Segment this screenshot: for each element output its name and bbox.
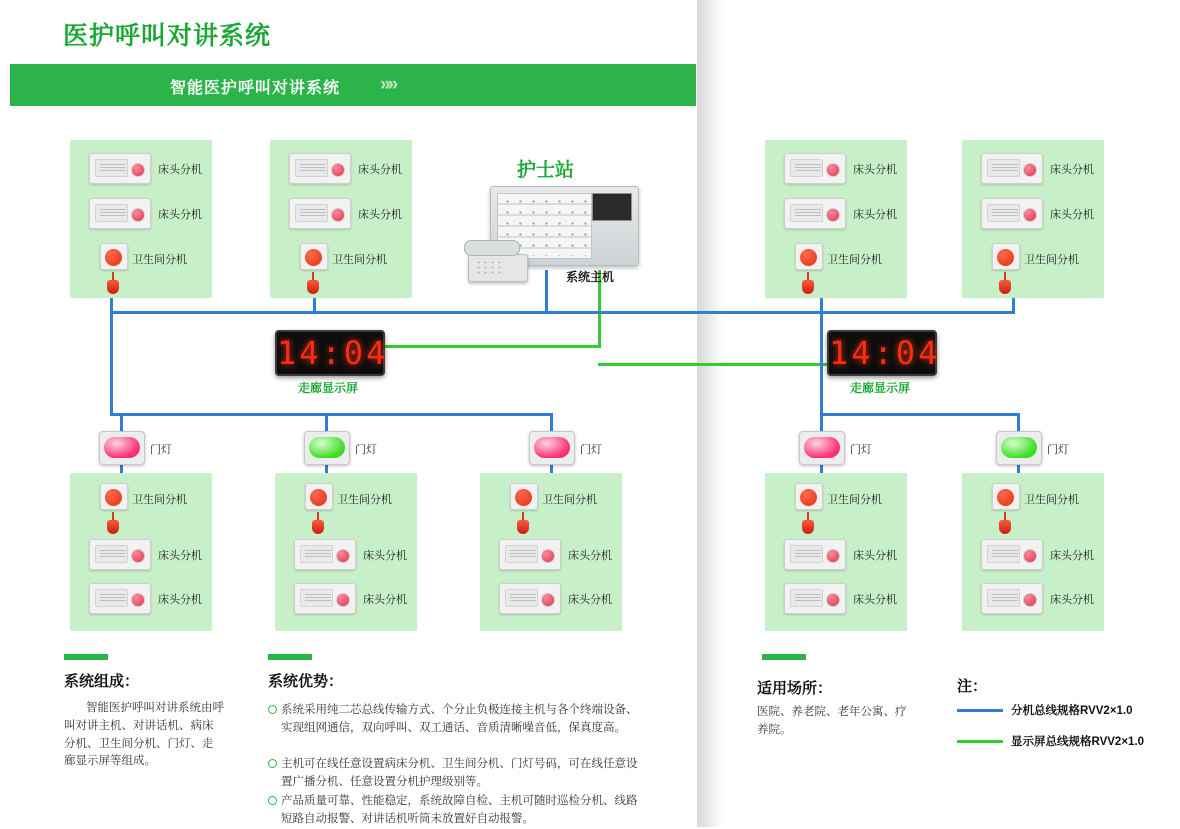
wire-blue <box>313 298 316 314</box>
bedside-unit[interactable] <box>89 583 151 614</box>
device-label: 卫生间分机 <box>132 254 187 266</box>
bedside-unit[interactable] <box>294 539 356 570</box>
bedside-unit[interactable] <box>981 539 1043 570</box>
bedside-unit[interactable] <box>981 153 1043 184</box>
bullet-icon <box>268 759 277 768</box>
room-block <box>270 140 412 298</box>
pull-cord-icon[interactable] <box>107 272 119 294</box>
device-label: 床头分机 <box>158 209 202 221</box>
device-label: 床头分机 <box>1050 594 1094 606</box>
door-lamp-label: 门灯 <box>150 444 172 456</box>
advantage-text: 产品质量可靠、性能稳定，系统故障自检、主机可随时巡检分机、线路短路自动报警、对讲话机听筒未放置好自动报警。 <box>281 795 638 825</box>
device-knob-icon <box>131 208 145 222</box>
device-label: 卫生间分机 <box>542 494 597 506</box>
device-label: 床头分机 <box>358 164 402 176</box>
door-lamp-label: 门灯 <box>1047 444 1069 456</box>
device-knob-icon <box>131 163 145 177</box>
device-label: 床头分机 <box>363 550 407 562</box>
banner-text: 智能医护呼叫对讲系统 <box>170 80 341 97</box>
host-screen <box>592 193 632 221</box>
lamp-lens-icon <box>1001 437 1037 458</box>
wire-blue <box>545 270 548 314</box>
bathroom-unit[interactable] <box>992 243 1020 270</box>
device-label: 卫生间分机 <box>132 494 187 506</box>
corridor-display-right <box>827 330 941 376</box>
corridor-display-label: 走廊显示屏 <box>297 381 358 395</box>
wire-blue <box>325 413 328 431</box>
device-label: 床头分机 <box>853 550 897 562</box>
door-lamp[interactable] <box>799 431 845 465</box>
section-body-scenarios: 医院、养老院、老年公寓、疗养院。 <box>757 706 907 736</box>
device-label: 床头分机 <box>158 550 202 562</box>
device-label: 床头分机 <box>358 209 402 221</box>
corridor-display-label: 走廊显示屏 <box>849 381 910 395</box>
bathroom-unit[interactable] <box>992 483 1020 510</box>
wire-blue <box>548 311 1015 314</box>
wire-blue <box>820 311 823 416</box>
section-heading-note: 注： <box>957 678 988 695</box>
bedside-unit[interactable] <box>784 539 846 570</box>
section-heading-advantages: 系统优势： <box>268 673 344 690</box>
device-label: 卫生间分机 <box>1024 254 1079 266</box>
bedside-unit[interactable] <box>499 539 561 570</box>
device-label: 床头分机 <box>158 164 202 176</box>
lamp-lens-icon <box>309 437 345 458</box>
legend-label-blue: 分机总线规格RVV2×1.0 <box>1011 705 1133 717</box>
door-lamp[interactable] <box>529 431 575 465</box>
system-host-label: 系统主机 <box>566 270 615 284</box>
device-label: 卫生间分机 <box>332 254 387 266</box>
section-body-composition: 智能医护呼叫对讲系统由呼叫对讲主机、对讲话机、病床分机、卫生间分机、门灯、走廊显示屏等组成。 <box>64 702 224 768</box>
bedside-unit[interactable] <box>89 153 151 184</box>
wire-blue <box>110 311 113 416</box>
section-accent <box>268 654 312 660</box>
lamp-lens-icon <box>534 437 570 458</box>
room-block <box>765 473 907 631</box>
bedside-unit[interactable] <box>784 153 846 184</box>
room-block <box>275 473 417 631</box>
device-label: 卫生间分机 <box>337 494 392 506</box>
section-accent <box>762 654 806 660</box>
lamp-lens-icon <box>104 437 140 458</box>
bedside-unit[interactable] <box>289 153 351 184</box>
pull-cord-icon[interactable] <box>802 272 814 294</box>
panel-shadow <box>697 0 723 827</box>
door-lamp[interactable] <box>996 431 1042 465</box>
device-label: 卫生间分机 <box>827 254 882 266</box>
room-block <box>962 473 1104 631</box>
bathroom-unit[interactable] <box>100 483 128 510</box>
door-lamp-label: 门灯 <box>355 444 377 456</box>
device-label: 床头分机 <box>853 209 897 221</box>
device-label: 床头分机 <box>568 594 612 606</box>
pull-cord-icon[interactable] <box>312 512 324 534</box>
device-label: 床头分机 <box>853 164 897 176</box>
bathroom-unit[interactable] <box>510 483 538 510</box>
room-block <box>480 473 622 631</box>
pull-cord-icon[interactable] <box>999 512 1011 534</box>
bedside-unit[interactable] <box>981 198 1043 229</box>
wire-green <box>379 345 601 348</box>
bedside-unit[interactable] <box>499 583 561 614</box>
wire-blue <box>1017 413 1020 431</box>
advantage-item <box>268 756 640 792</box>
door-lamp[interactable] <box>304 431 350 465</box>
room-block <box>765 140 907 298</box>
bathroom-unit[interactable] <box>795 243 823 270</box>
bathroom-unit[interactable] <box>305 483 333 510</box>
bathroom-unit[interactable] <box>300 243 328 270</box>
legend-line-green <box>957 740 1003 743</box>
wire-blue <box>110 311 578 314</box>
wire-blue <box>820 413 823 431</box>
nurse-station-title: 护士站 <box>517 160 575 181</box>
clock-time: 14:04 <box>829 334 941 372</box>
section-heading-composition: 系统组成： <box>64 673 140 690</box>
bullet-icon <box>268 796 277 805</box>
advantage-text: 主机可在线任意设置病床分机、卫生间分机、门灯号码，可在线任意设置广播分机、任意设置分机护理级别等。 <box>281 758 638 788</box>
device-label: 床头分机 <box>1050 550 1094 562</box>
bedside-unit[interactable] <box>89 198 151 229</box>
bedside-unit[interactable] <box>784 198 846 229</box>
room-block <box>962 140 1104 298</box>
wire-blue <box>820 413 1020 416</box>
door-lamp[interactable] <box>99 431 145 465</box>
advantage-item <box>268 793 640 829</box>
banner <box>10 64 696 106</box>
room-block <box>70 140 212 298</box>
pull-cord-icon[interactable] <box>107 512 119 534</box>
device-screen <box>95 204 128 222</box>
lamp-lens-icon <box>804 437 840 458</box>
bedside-unit[interactable] <box>89 539 151 570</box>
chevron-right-icon: »» <box>380 74 396 95</box>
device-label: 床头分机 <box>1050 164 1094 176</box>
device-label: 卫生间分机 <box>1024 494 1079 506</box>
wire-blue <box>110 413 553 416</box>
door-lamp-label: 门灯 <box>850 444 872 456</box>
bathroom-unit[interactable] <box>795 483 823 510</box>
legend-line-blue <box>957 709 1003 712</box>
page-title: 医护呼叫对讲系统 <box>63 22 272 50</box>
device-label: 床头分机 <box>158 594 202 606</box>
wire-blue <box>120 413 123 431</box>
room-block <box>70 473 212 631</box>
section-accent <box>64 654 108 660</box>
bathroom-unit[interactable] <box>100 243 128 270</box>
advantage-item <box>268 702 640 738</box>
device-label: 床头分机 <box>1050 209 1094 221</box>
clock-time: 14:04 <box>277 334 389 372</box>
device-label: 床头分机 <box>568 550 612 562</box>
section-heading-scenarios: 适用场所： <box>757 680 833 697</box>
advantage-text: 系统采用纯二芯总线传输方式、个分止负极连接主机与各个终端设备、实现组网通信，双向呼叫、双工通话、音质清晰噪音低，保真度高。 <box>281 704 638 734</box>
pull-cord-icon[interactable] <box>802 512 814 534</box>
bedside-unit[interactable] <box>981 583 1043 614</box>
corridor-display-left <box>275 330 389 376</box>
pull-cord-icon[interactable] <box>517 512 529 534</box>
device-label: 床头分机 <box>363 594 407 606</box>
bullet-icon <box>268 705 277 714</box>
door-lamp-label: 门灯 <box>580 444 602 456</box>
device-label: 床头分机 <box>853 594 897 606</box>
wire-blue <box>550 413 553 431</box>
bedside-unit[interactable] <box>784 583 846 614</box>
call-button-icon[interactable] <box>105 249 122 266</box>
device-label: 卫生间分机 <box>827 494 882 506</box>
bedside-unit[interactable] <box>294 583 356 614</box>
device-screen <box>95 159 128 177</box>
pull-cord-icon[interactable] <box>307 272 319 294</box>
legend-label-green: 显示屏总线规格RVV2×1.0 <box>1011 736 1145 748</box>
bedside-unit[interactable] <box>289 198 351 229</box>
intercom-phone[interactable] <box>468 240 526 282</box>
pull-cord-icon[interactable] <box>999 272 1011 294</box>
